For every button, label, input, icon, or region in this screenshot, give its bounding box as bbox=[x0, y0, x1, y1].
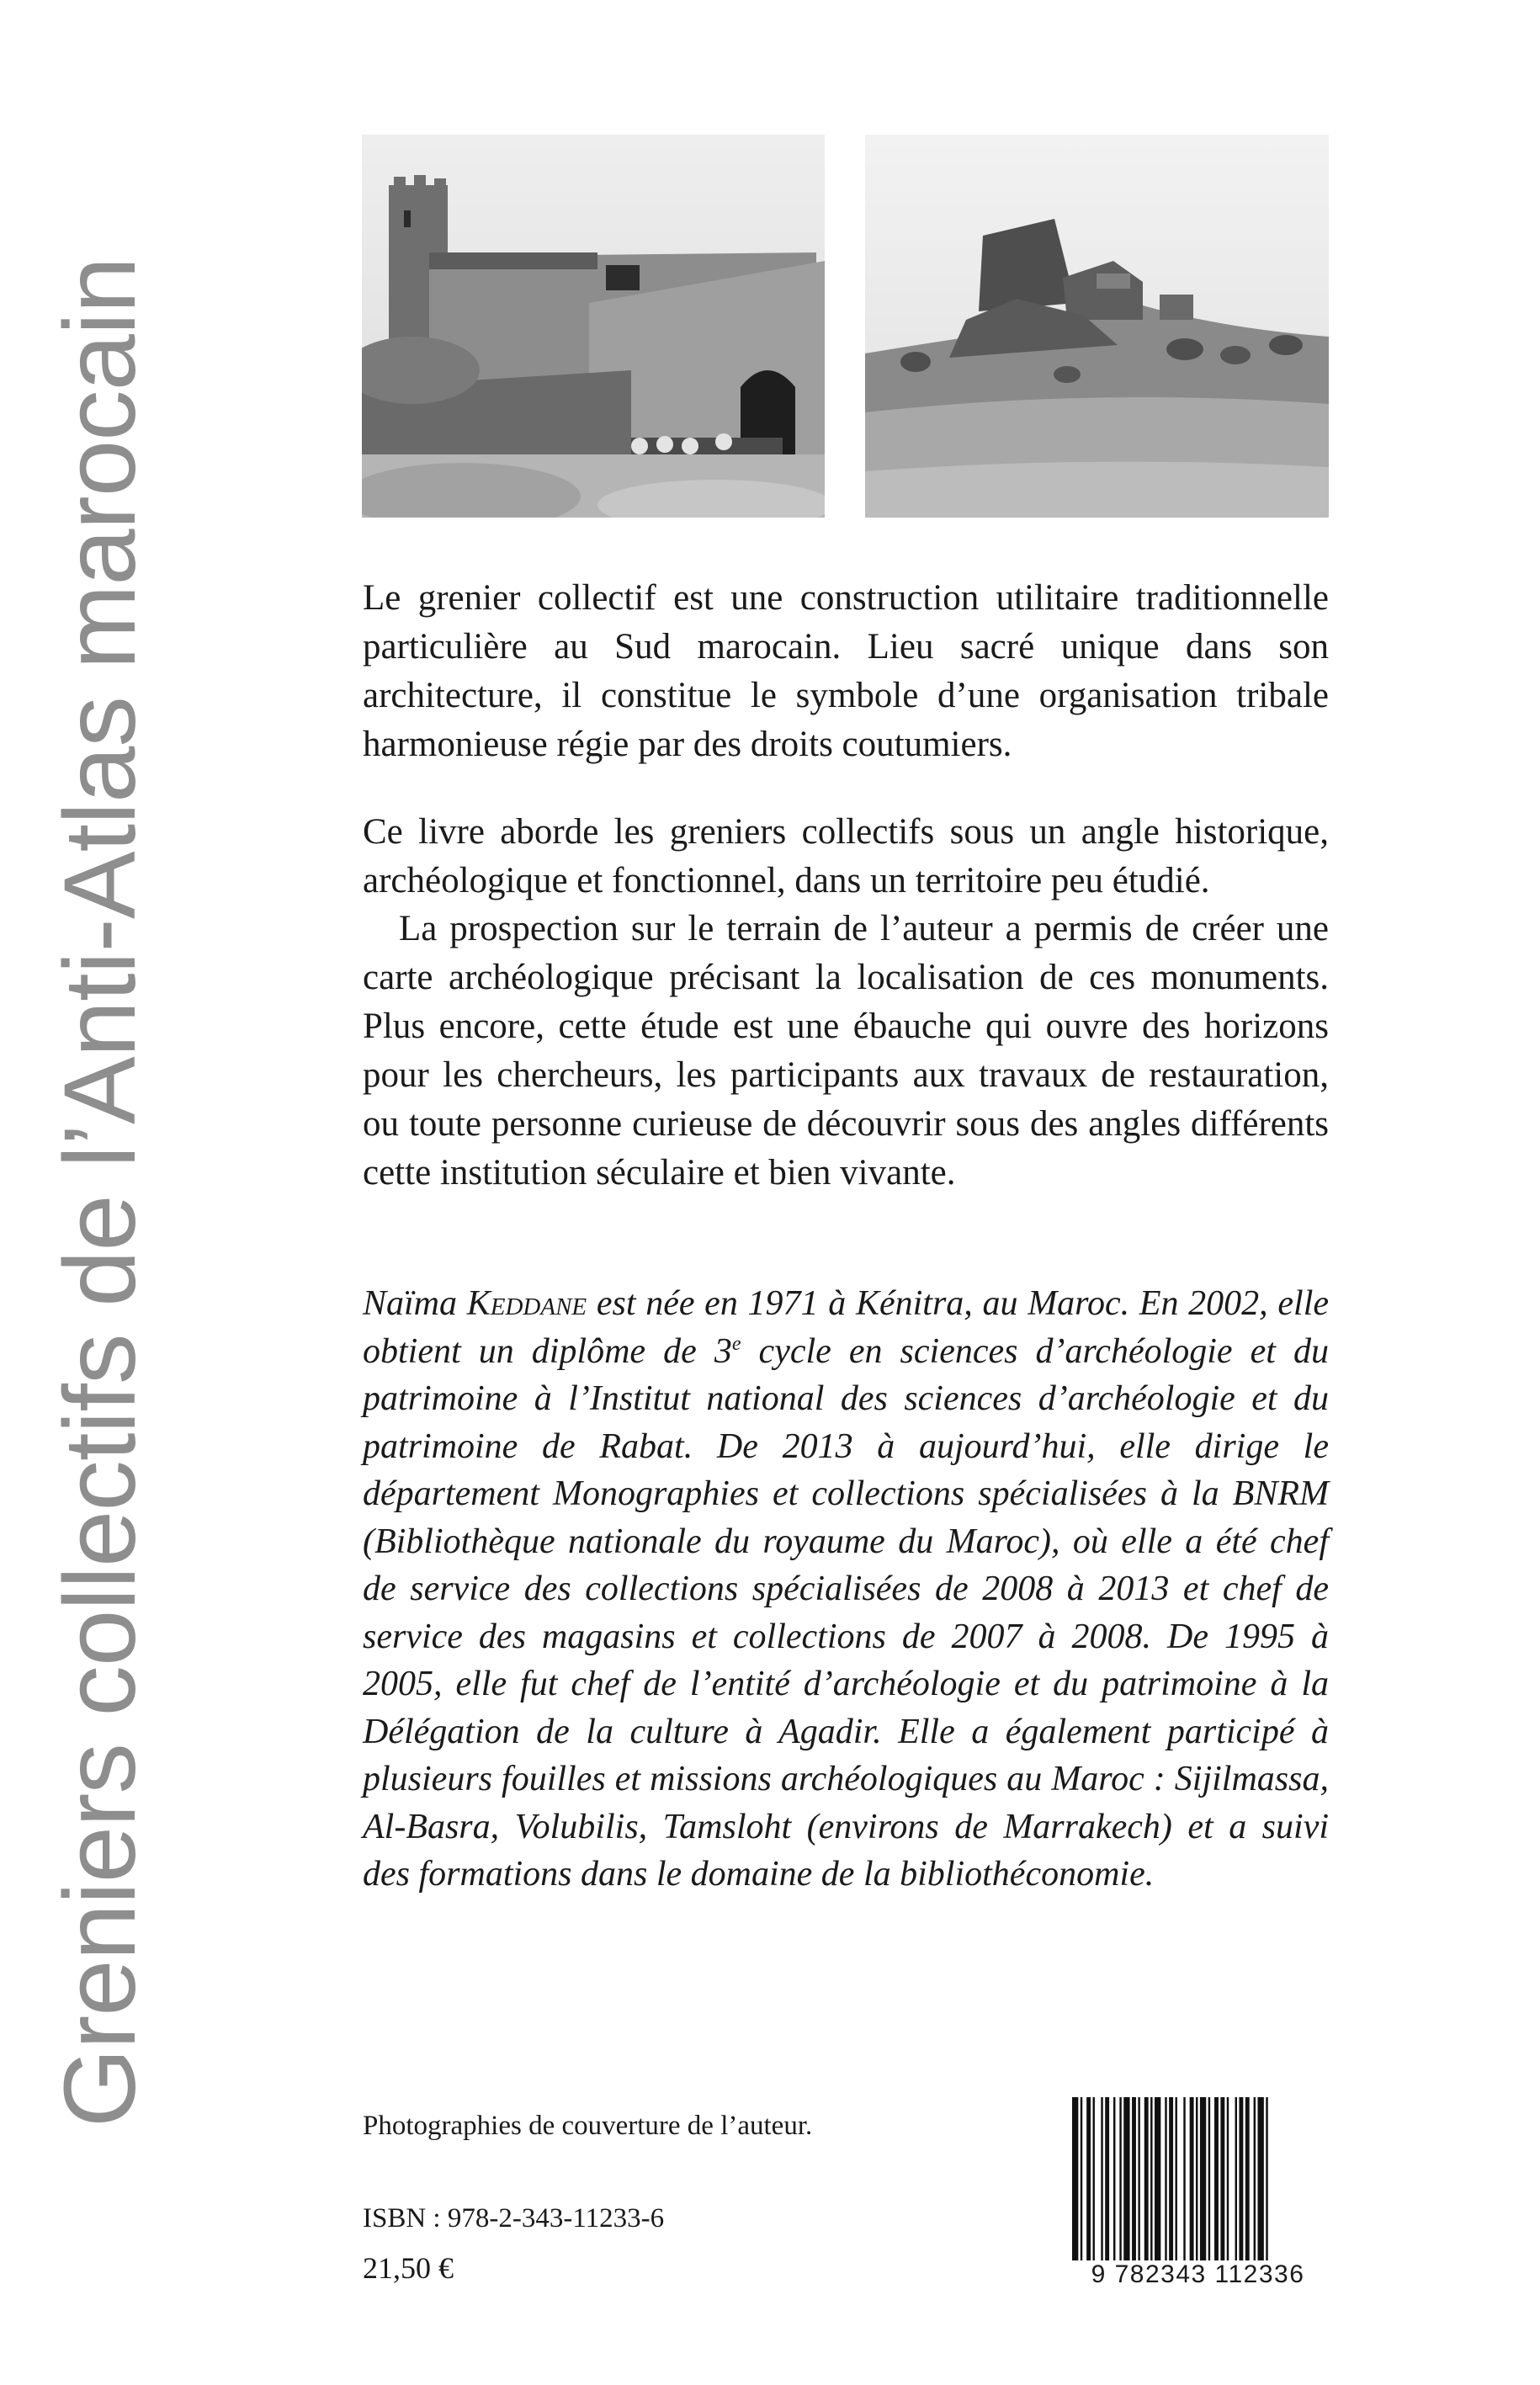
book-title: Greniers collectifs de l’Anti-Atlas marocain bbox=[42, 257, 157, 2128]
summary-paragraph-2 bbox=[363, 808, 1329, 906]
author-first-name: Naïma bbox=[363, 1284, 458, 1323]
summary-paragraph-3 bbox=[363, 905, 1329, 1198]
bio-text-b: cycle en sciences d’archéologie et du patrimoine à l’Institut national des sciences d’archéologie et du patrimoine de Rabat. De 2013 à aujourd’hui, elle dirige le département Monographies et collections spécialisées à la BNRM (Bibliothèque nationale du royaume du Maroc), où elle a été chef de service des collections spécialisées de 2008 à 2013 et chef de service des magasins et collections de 2007 à 2008. De 1995 à 2005, elle fut chef de l’entité d’archéologie et du patrimoine à la Délégation de la culture à Agadir. Elle a également participé à plusieurs fouilles et missions archéologiques au Maroc : Sijilmassa, Al-Basra, Volubilis, Tamsloht (environs de Marrakech) et a suivi des formations dans le domaine de la bibliothéconomie. bbox=[363, 1331, 1329, 1894]
bio-superscript: e bbox=[731, 1332, 741, 1355]
photo-hilltop-granary bbox=[865, 135, 1329, 518]
price: 21,50 € bbox=[363, 2251, 454, 2285]
summary-text-3: La prospection sur le terrain de l’auteur a permis de créer une carte archéologique précisant la localisation de ces monuments. Plus encore, cette étude est une ébauche qui ouvre des horizons pour les chercheurs, les participants aux travaux de restauration, ou toute personne curieuse de découvrir sous des angles différents cette institution séculaire et bien vivante. bbox=[363, 909, 1329, 1192]
barcode bbox=[1067, 2097, 1329, 2292]
photo-granary-village bbox=[362, 135, 825, 518]
barcode-digits: 9 782343 112336 bbox=[1067, 2260, 1329, 2289]
isbn: ISBN : 978-2-343-11233-6 bbox=[363, 2203, 665, 2234]
vertical-title bbox=[15, 0, 183, 2385]
summary-text-1: Le grenier collectif est une construction utilitaire traditionnelle particulière au Sud marocain. Lieu sacré unique dans son architecture, il constitue le symbole d’une organisation tribale harmonieuse régie par des droits coutumiers. bbox=[363, 578, 1329, 764]
photo-credit: Photographies de couverture de l’auteur. bbox=[363, 2111, 813, 2141]
author-bio bbox=[363, 1280, 1329, 1899]
barcode-bars bbox=[1067, 2097, 1329, 2265]
summary-paragraph-1 bbox=[363, 574, 1329, 769]
bio-text-a: est née en 1971 à Kénitra, au Maroc. En 2002, elle obtient un diplôme de 3 bbox=[363, 1284, 1330, 1371]
author-last-name: Keddane bbox=[466, 1284, 587, 1323]
summary-text-2: Ce livre aborde les greniers collectifs sous un angle historique, archéologique et fonctionnel, dans un territoire peu étudié. bbox=[363, 812, 1329, 900]
